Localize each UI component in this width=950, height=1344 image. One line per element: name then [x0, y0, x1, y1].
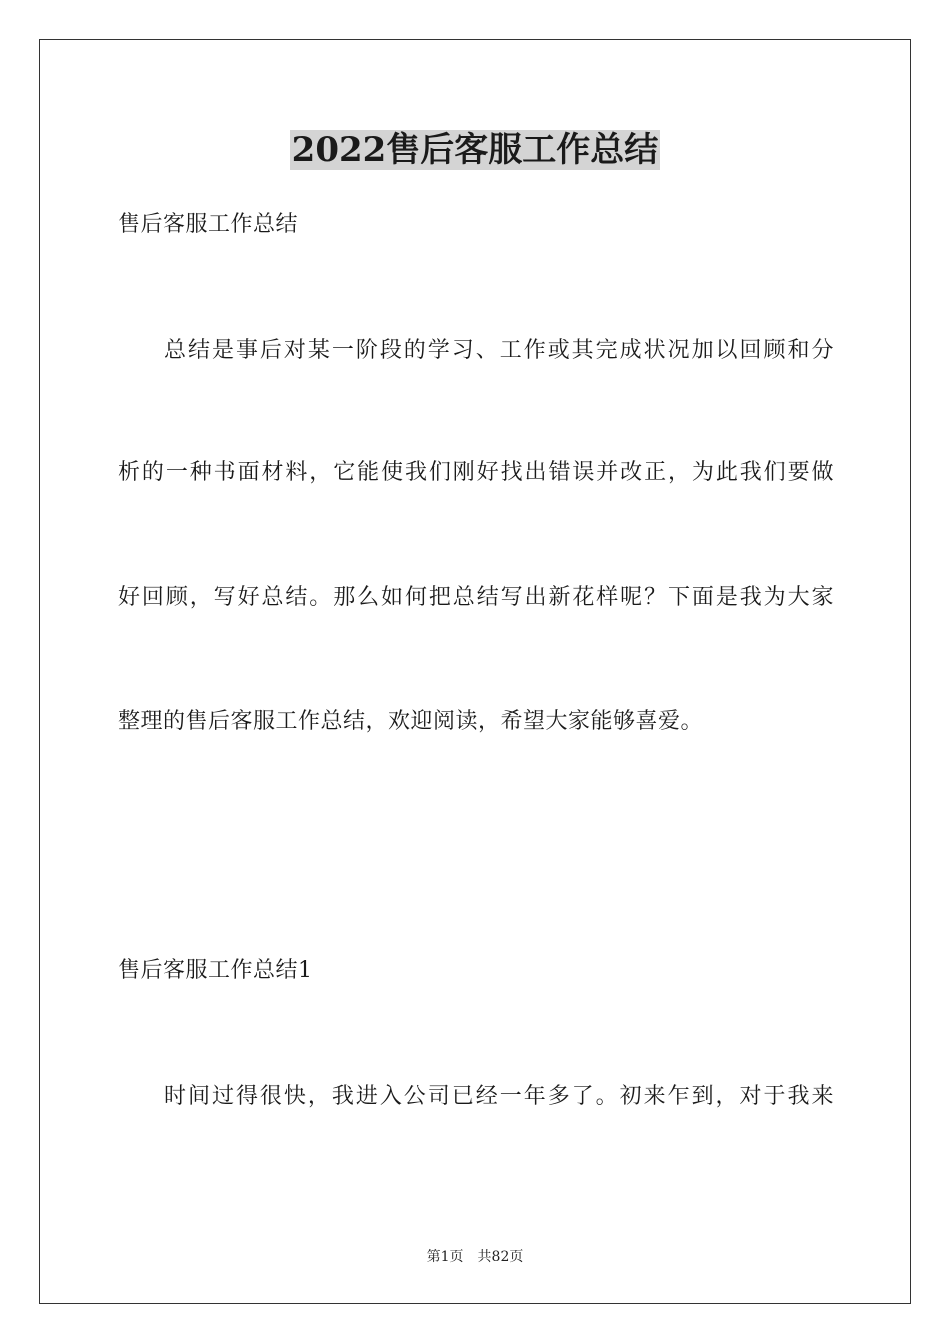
intro-paragraph-line-2: 析的一种书面材料，它能使我们刚好找出错误并改正，为此我们要做 [118, 460, 834, 485]
document-title-text: 2022售后客服工作总结 [291, 130, 659, 170]
document-title [0, 128, 950, 172]
intro-paragraph-line-1: 总结是事后对某一阶段的学习、工作或其完成状况加以回顾和分 [164, 338, 834, 363]
section-heading: 售后客服工作总结1 [118, 958, 313, 983]
intro-paragraph-line-4: 整理的售后客服工作总结，欢迎阅读，希望大家能够喜爱。 [118, 709, 704, 734]
intro-paragraph-line-3: 好回顾，写好总结。那么如何把总结写出新花样呢？下面是我为大家 [118, 585, 834, 610]
page-total: 共82页 [477, 1249, 524, 1265]
page-number: 第1页 [426, 1249, 464, 1265]
section-paragraph-line-1: 时间过得很快，我进入公司已经一年多了。初来乍到，对于我来 [164, 1084, 834, 1109]
document-subtitle: 售后客服工作总结 [118, 212, 299, 237]
page-footer [0, 1247, 950, 1267]
